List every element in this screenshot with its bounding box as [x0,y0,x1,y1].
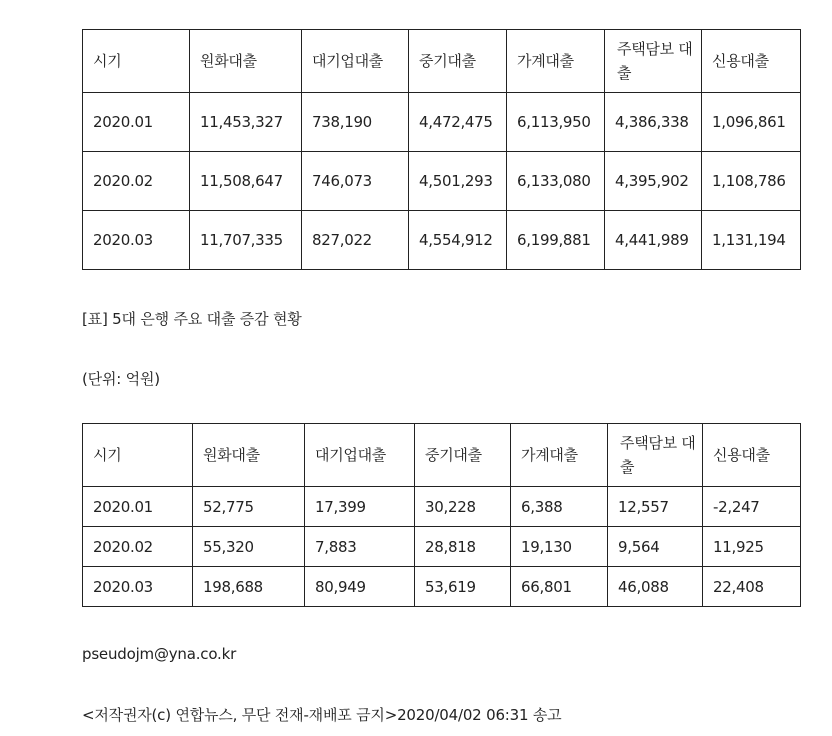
table-cell: 28,818 [415,527,511,567]
unit-note: (단위: 억원) [82,370,160,388]
column-header: 중기대출 [415,424,511,487]
table-cell: 4,441,989 [605,211,702,270]
table-cell: 19,130 [511,527,608,567]
table-cell: 2020.03 [83,211,190,270]
table-caption: [표] 5대 은행 주요 대출 증감 현황 [82,310,302,328]
table-cell: 1,108,786 [702,152,801,211]
table-cell: 2020.02 [83,152,190,211]
column-header: 중기대출 [409,30,507,93]
table-row [83,93,801,152]
table-cell: 46,088 [608,567,703,607]
column-header: 대기업대출 [305,424,415,487]
table-cell: 55,320 [193,527,305,567]
table-cell: 11,508,647 [190,152,302,211]
table-header-row [83,424,801,487]
loan-change-table [82,423,801,607]
reporter-email: pseudojm@yna.co.kr [82,645,237,663]
table-cell: 6,133,080 [507,152,605,211]
column-header: 신용대출 [702,30,801,93]
table-cell: 11,707,335 [190,211,302,270]
table-cell: 2020.01 [83,93,190,152]
table-cell: 80,949 [305,567,415,607]
table-cell: 66,801 [511,567,608,607]
table-cell: 53,619 [415,567,511,607]
table-row [83,487,801,527]
table-cell: 6,199,881 [507,211,605,270]
table-cell: 1,131,194 [702,211,801,270]
table-cell: 22,408 [703,567,801,607]
table-cell: 6,113,950 [507,93,605,152]
table-cell: 738,190 [302,93,409,152]
table-cell: 4,386,338 [605,93,702,152]
copyright-notice: <저작권자(c) 연합뉴스, 무단 전재-재배포 금지>2020/04/02 06:31 송고 [82,706,562,724]
table-cell: 198,688 [193,567,305,607]
column-header: 원화대출 [193,424,305,487]
table-row [83,567,801,607]
column-header: 원화대출 [190,30,302,93]
loan-balance-table [82,29,801,270]
table-cell: 7,883 [305,527,415,567]
table-cell: 2020.02 [83,527,193,567]
table-cell: 4,501,293 [409,152,507,211]
table-cell: 9,564 [608,527,703,567]
column-header: 가계대출 [511,424,608,487]
table-cell: 2020.01 [83,487,193,527]
column-header: 시기 [83,30,190,93]
table-cell: 11,925 [703,527,801,567]
table-row [83,152,801,211]
table-cell: 4,395,902 [605,152,702,211]
table-cell: 52,775 [193,487,305,527]
column-header: 주택담보 대출 [605,30,702,93]
table-cell: 746,073 [302,152,409,211]
table-cell: 4,472,475 [409,93,507,152]
table-cell: 827,022 [302,211,409,270]
column-header: 대기업대출 [302,30,409,93]
table-cell: 17,399 [305,487,415,527]
table-cell: 12,557 [608,487,703,527]
column-header: 주택담보 대출 [608,424,703,487]
column-header: 시기 [83,424,193,487]
table-cell: -2,247 [703,487,801,527]
table-cell: 4,554,912 [409,211,507,270]
table-row [83,211,801,270]
column-header: 가계대출 [507,30,605,93]
table-cell: 1,096,861 [702,93,801,152]
table-cell: 2020.03 [83,567,193,607]
table-row [83,527,801,567]
table-header-row [83,30,801,93]
table-cell: 30,228 [415,487,511,527]
table-cell: 6,388 [511,487,608,527]
column-header: 신용대출 [703,424,801,487]
table-cell: 11,453,327 [190,93,302,152]
